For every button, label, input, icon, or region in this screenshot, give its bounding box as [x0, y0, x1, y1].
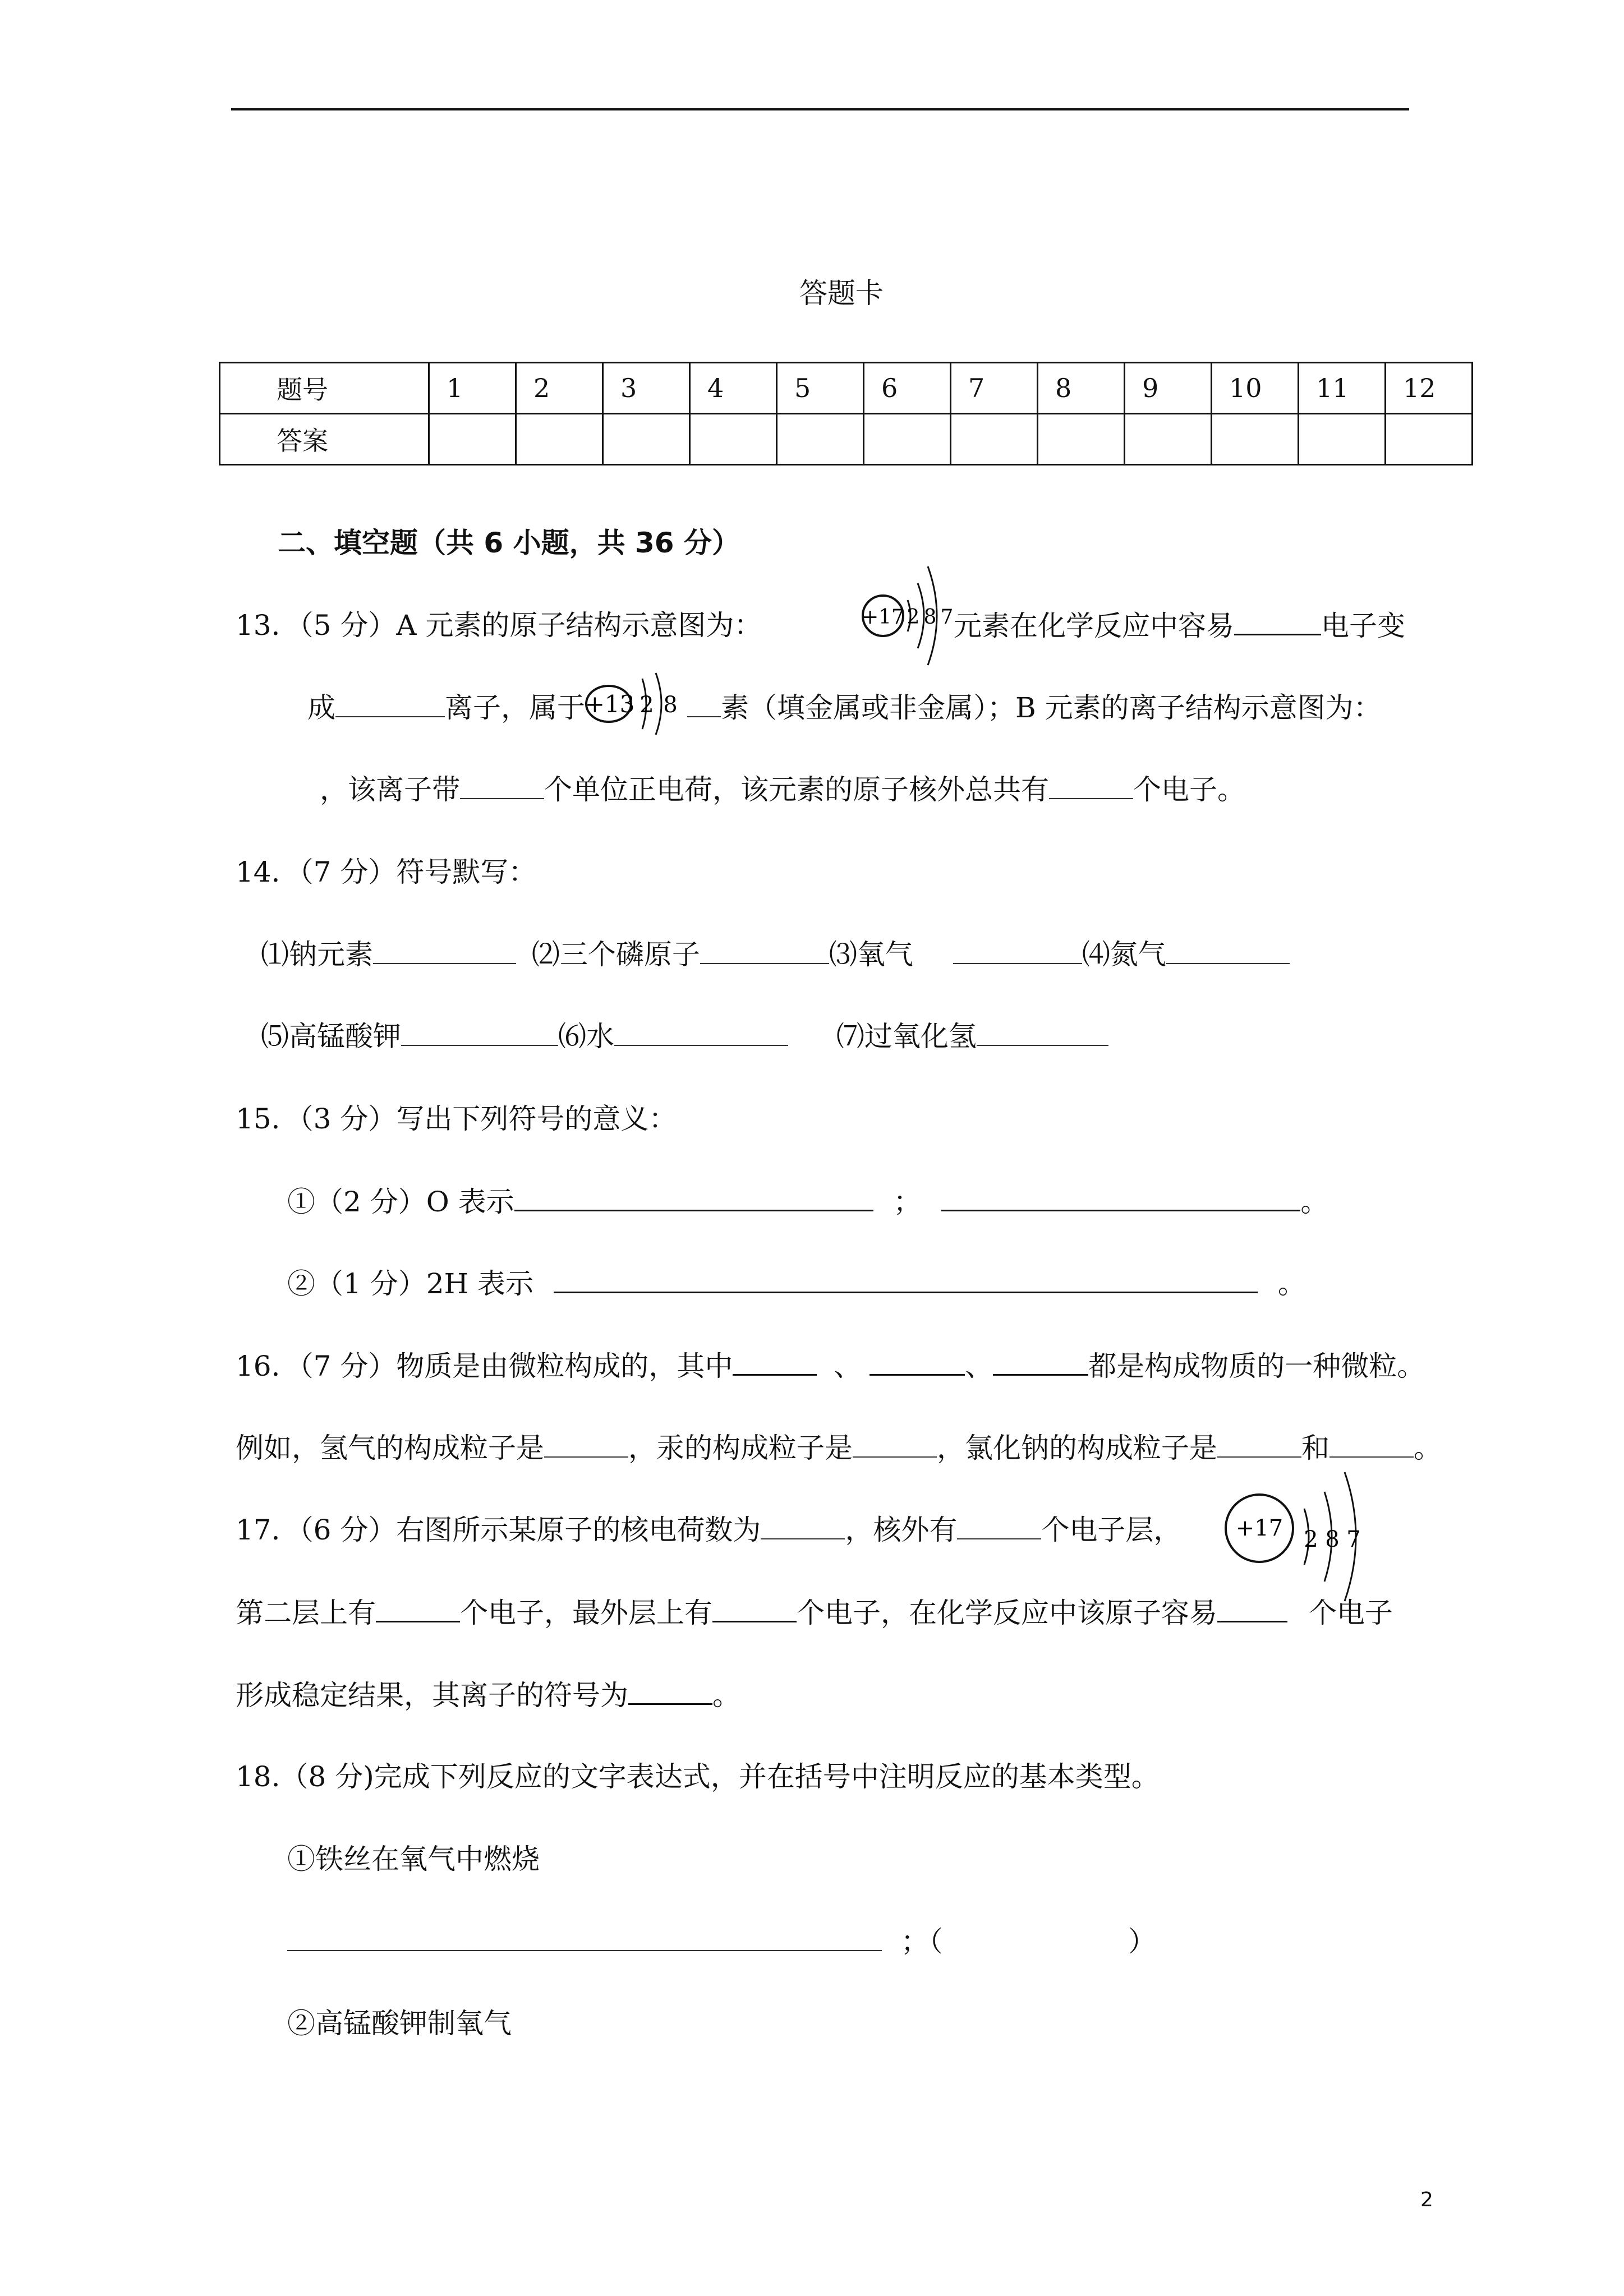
q13-blank-gain-lose[interactable]: [1234, 611, 1321, 635]
q16-text: 例如，氢气的构成粒子是: [236, 1432, 544, 1464]
q13-line2-text-b: [687, 691, 1382, 724]
q18-text: ）: [1128, 1925, 1156, 1958]
answer-cell[interactable]: [1212, 414, 1299, 465]
q16-blank-4[interactable]: [544, 1434, 628, 1458]
q15-blank-1a[interactable]: [514, 1187, 873, 1211]
ion-diagram-b: [586, 667, 698, 740]
q13-line3-text: [320, 773, 1245, 806]
q18-sub1: ①铁丝在氧气中燃烧: [287, 1843, 540, 1875]
q14-item: ⑴钠元素: [261, 938, 373, 971]
answer-cell[interactable]: [1386, 414, 1473, 465]
table-cell-number: 10: [1212, 363, 1299, 414]
q13-text: 元素在化学反应中容易: [954, 610, 1234, 642]
q15-sub1: [287, 1187, 1328, 1216]
q17-line3: [236, 1679, 740, 1712]
q13-blank-ion[interactable]: [335, 694, 445, 717]
q14-item: ⑷氮气: [1082, 938, 1166, 971]
q15-text: 。: [1277, 1267, 1306, 1300]
table-cell-number: 1: [429, 363, 516, 414]
q16-blank-5[interactable]: [853, 1434, 937, 1458]
q17-shell: 7: [1346, 1527, 1361, 1552]
q17-shell: 8: [1325, 1527, 1340, 1552]
q15-title: 15．（3 分）写出下列符号的意义：: [236, 1103, 677, 1135]
q13-line1-text-b: [954, 611, 1405, 640]
ion-b-shell: 2: [640, 692, 654, 718]
q14-blank-3[interactable]: [953, 940, 1082, 964]
q14-item: ⑶氧气: [829, 938, 913, 971]
q17-text: 个电子: [1308, 1597, 1393, 1629]
q16-text: 都是构成物质的一种微粒。: [1088, 1350, 1425, 1382]
answer-cell[interactable]: [429, 414, 516, 465]
answer-cell[interactable]: [1299, 414, 1386, 465]
q16-blank-7[interactable]: [1329, 1434, 1414, 1458]
table-cell-number: 2: [516, 363, 603, 414]
q16-line1: [236, 1352, 1425, 1380]
q16-blank-6[interactable]: [1217, 1434, 1301, 1458]
q18-blank-equation-1[interactable]: [287, 1928, 882, 1951]
q14-blank-5[interactable]: [401, 1022, 558, 1046]
table-cell-number: 5: [777, 363, 864, 414]
answer-cell[interactable]: [1038, 414, 1125, 465]
q17-blank-1[interactable]: [761, 1516, 845, 1539]
atom-a-nucleus: +17: [862, 606, 904, 629]
q15-text: 。: [1300, 1186, 1329, 1218]
q13-text: 个电子。: [1133, 773, 1245, 806]
table-row-numbers: [220, 363, 1473, 414]
q17-text: 第二层上有: [236, 1597, 376, 1629]
header-rule: [231, 108, 1409, 110]
q16-text: 。: [1414, 1432, 1442, 1464]
q17-text: 形成稳定结果，其离子的符号为: [236, 1679, 628, 1712]
q17-nucleus: +17: [1235, 1515, 1283, 1541]
answer-cell[interactable]: [690, 414, 777, 465]
ion-b-nucleus: +13: [585, 690, 635, 718]
q18-blank-type-1[interactable]: [943, 1929, 1128, 1951]
table-cell-number: 12: [1386, 363, 1473, 414]
answer-card-table: [219, 362, 1473, 465]
q15-blank-1b[interactable]: [941, 1187, 1300, 1211]
q17-text: ，核外有: [845, 1514, 958, 1546]
q14-title: 14．（7 分）符号默写：: [236, 856, 537, 888]
q13-text: 离子，属于: [445, 691, 585, 724]
q17-blank-3[interactable]: [376, 1598, 460, 1622]
q17-text: 。: [712, 1679, 740, 1712]
atom-a-shell: 2: [907, 606, 920, 629]
table-header-label: 题号: [220, 363, 429, 414]
q15-text: ②（1 分）2H 表示: [287, 1267, 534, 1300]
atom-diagram-q17: [1220, 1464, 1400, 1604]
answer-cell[interactable]: [951, 414, 1038, 465]
table-answer-label: 答案: [220, 414, 429, 465]
q15-text: ①（2 分）O 表示: [287, 1186, 514, 1218]
q15-text: ；: [893, 1186, 922, 1218]
q14-item: ⑸高锰酸钾: [261, 1020, 401, 1053]
q14-row2: [261, 1020, 1108, 1053]
q14-blank-2[interactable]: [700, 940, 829, 964]
q14-item: ⑺过氧化氢: [836, 1020, 977, 1053]
q16-text: ，氯化钠的构成粒子是: [937, 1432, 1217, 1464]
q18-sub2: ②高锰酸钾制氧气: [287, 2007, 512, 2040]
table-cell-number: 4: [690, 363, 777, 414]
q13-text: 电子变: [1321, 610, 1405, 642]
answer-cell[interactable]: [1125, 414, 1212, 465]
q16-text: 和: [1301, 1432, 1329, 1464]
table-cell-number: 11: [1299, 363, 1386, 414]
q15-blank-2[interactable]: [554, 1269, 1258, 1293]
q16-text: 、: [965, 1350, 993, 1382]
atom-diagram-a: [858, 561, 965, 679]
q14-item: ⑹水: [558, 1020, 614, 1053]
q15-sub2: [287, 1269, 1306, 1298]
q13-blank-electrons[interactable]: [1049, 776, 1133, 799]
q17-line1: [236, 1516, 1181, 1544]
q14-item: ⑵三个磷原子: [531, 938, 700, 971]
q17-blank-4[interactable]: [712, 1598, 797, 1622]
q18-title: 18.（8 分)完成下列反应的文字表达式，并在括号中注明反应的基本类型。: [236, 1760, 1160, 1793]
q16-line2: [236, 1434, 1442, 1462]
answer-cell[interactable]: [777, 414, 864, 465]
atom-a-shell: 7: [940, 606, 954, 629]
q13-text: 个单位正电荷，该元素的原子核外总共有: [544, 773, 1049, 806]
q14-blank-6[interactable]: [614, 1022, 788, 1046]
ion-b-shell: 8: [663, 692, 678, 718]
q16-blank-1[interactable]: [733, 1352, 817, 1376]
q13-blank-charge[interactable]: [460, 776, 544, 799]
q17-text: 个电子，最外层上有: [460, 1597, 712, 1629]
table-cell-number: 7: [951, 363, 1038, 414]
table-cell-number: 3: [603, 363, 690, 414]
table-cell-number: 8: [1038, 363, 1125, 414]
q14-blank-7[interactable]: [977, 1022, 1108, 1046]
atom-a-shell: 8: [923, 606, 937, 629]
table-cell-number: 6: [864, 363, 951, 414]
q17-blank-6[interactable]: [628, 1681, 712, 1705]
answer-cell[interactable]: [516, 414, 603, 465]
q13-text: 成: [307, 691, 335, 724]
q16-text: 、: [834, 1350, 862, 1382]
q13-text: 素（填金属或非金属）；B 元素的离子结构示意图为：: [721, 691, 1382, 724]
q14-blank-1[interactable]: [373, 940, 516, 964]
q18-sub1-answer: [287, 1925, 1156, 1958]
section-heading: 二、填空题（共 6 小题，共 36 分）: [278, 527, 740, 559]
q17-text: 个电子，在化学反应中该原子容易: [797, 1597, 1217, 1629]
q16-blank-3[interactable]: [993, 1352, 1088, 1376]
q17-text: 17．（6 分）右图所示某原子的核电荷数为: [236, 1514, 761, 1546]
q17-blank-5[interactable]: [1217, 1598, 1287, 1622]
q13-text: ，该离子带: [320, 773, 460, 806]
q17-blank-2[interactable]: [957, 1516, 1041, 1539]
q16-text: ，汞的构成粒子是: [628, 1432, 853, 1464]
q17-shell: 2: [1304, 1527, 1318, 1552]
q18-text: ；（: [900, 1925, 943, 1958]
q13-blank-metal[interactable]: [687, 694, 721, 717]
q17-text: 个电子层，: [1041, 1514, 1182, 1546]
q17-line2: [236, 1598, 1393, 1627]
table-cell-number: 9: [1125, 363, 1212, 414]
q14-row1: [261, 940, 1290, 969]
q13-line2-text: [307, 691, 585, 724]
q13-line1-text: 13．（5 分）A 元素的原子结构示意图为：: [236, 609, 762, 642]
card-title: 答题卡: [799, 277, 884, 310]
answer-cell[interactable]: [603, 414, 690, 465]
page-number: 2: [1420, 2188, 1433, 2211]
q16-text: 16．（7 分）物质是由微粒构成的，其中: [236, 1350, 733, 1382]
table-row-answers: [220, 414, 1473, 465]
q16-blank-2[interactable]: [869, 1352, 965, 1376]
q14-blank-4[interactable]: [1166, 940, 1290, 964]
answer-cell[interactable]: [864, 414, 951, 465]
